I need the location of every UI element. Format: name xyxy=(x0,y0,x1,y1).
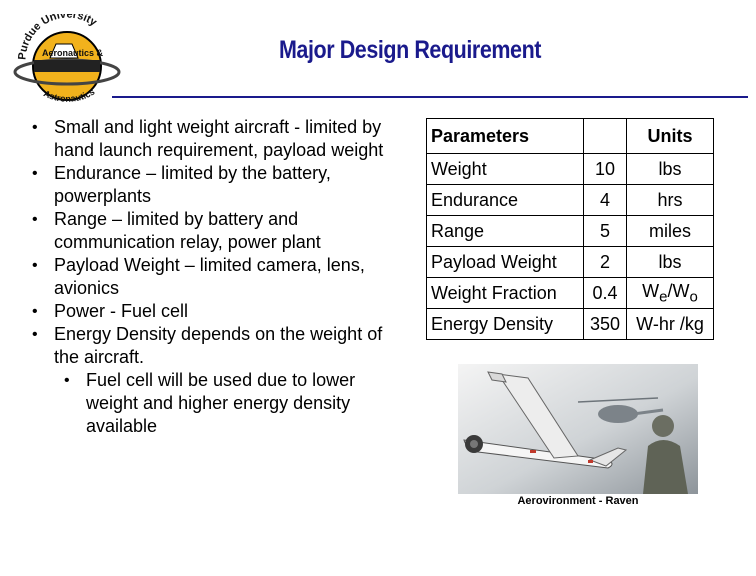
list-item-text: Fuel cell will be used due to lower weight and higher energy density available xyxy=(86,370,356,436)
list-item-text: Endurance – limited by the battery, powerplants xyxy=(54,163,331,206)
table-header-row xyxy=(427,119,714,154)
title-divider xyxy=(112,96,748,98)
header-value xyxy=(584,119,627,154)
bullet-icon: • xyxy=(32,165,38,182)
bullet-icon: • xyxy=(32,257,38,274)
unit-main: W xyxy=(642,280,660,301)
photo-caption: Aerovironment - Raven xyxy=(517,495,639,507)
parameters-table xyxy=(426,118,714,340)
logo-text-bottom: Astronautics xyxy=(41,86,97,104)
unit-cell: W-hr /kg xyxy=(627,309,714,340)
unit-subscript: o xyxy=(689,288,698,306)
value-cell: 2 xyxy=(584,247,627,278)
bullet-icon: • xyxy=(32,303,38,320)
table-row xyxy=(427,278,714,309)
logo-text-mid: Aeronautics & xyxy=(42,48,104,58)
list-item-text: Range – limited by battery and communication relay, power plant xyxy=(54,209,321,252)
list-item-text: Small and light weight aircraft - limited by hand launch requirement, payload weight xyxy=(54,117,384,160)
param-cell: Energy Density xyxy=(427,309,584,340)
param-cell: Endurance xyxy=(427,185,584,216)
param-cell: Weight Fraction xyxy=(427,278,584,309)
list-item-text: Payload Weight – limited camera, lens, avionics xyxy=(54,255,365,298)
list-item xyxy=(30,254,390,300)
bullet-icon: • xyxy=(32,119,38,136)
header-units: Units xyxy=(627,119,714,154)
university-logo xyxy=(12,14,122,114)
unit-cell xyxy=(627,278,714,309)
value-cell: 350 xyxy=(584,309,627,340)
list-item xyxy=(30,300,390,323)
bullet-icon: • xyxy=(32,211,38,228)
uav-raven-photo-icon xyxy=(458,364,698,494)
param-cell: Weight xyxy=(427,154,584,185)
unit-cell: hrs xyxy=(627,185,714,216)
logo-text-top: Purdue University xyxy=(16,14,99,61)
header-parameters: Parameters xyxy=(427,119,584,154)
unit-cell: lbs xyxy=(627,154,714,185)
page-title: Major Design Requirement xyxy=(278,36,542,64)
list-item xyxy=(30,323,390,369)
value-cell: 4 xyxy=(584,185,627,216)
table-row xyxy=(427,247,714,278)
value-cell: 5 xyxy=(584,216,627,247)
unit-subscript: e xyxy=(659,288,668,306)
list-item xyxy=(30,116,390,162)
table-row xyxy=(427,154,714,185)
list-item xyxy=(30,162,390,208)
list-item-text: Power - Fuel cell xyxy=(54,301,189,321)
unit-cell: miles xyxy=(627,216,714,247)
list-item-text: Energy Density depends on the weight of the aircraft. xyxy=(54,324,383,367)
list-item xyxy=(30,208,390,254)
requirements-list xyxy=(30,116,390,438)
value-cell: 0.4 xyxy=(584,278,627,309)
param-cell: Payload Weight xyxy=(427,247,584,278)
table-row xyxy=(427,185,714,216)
bullet-icon: • xyxy=(64,372,70,389)
unit-main: W xyxy=(672,280,690,301)
uav-photo xyxy=(458,364,698,494)
param-cell: Range xyxy=(427,216,584,247)
purdue-aeronautics-logo-icon xyxy=(12,14,122,114)
unit-separator: / xyxy=(667,280,673,301)
table-row xyxy=(427,309,714,340)
value-cell: 10 xyxy=(584,154,627,185)
bullet-icon: • xyxy=(32,326,38,343)
list-item xyxy=(30,369,390,438)
table-row xyxy=(427,216,714,247)
unit-cell: lbs xyxy=(627,247,714,278)
